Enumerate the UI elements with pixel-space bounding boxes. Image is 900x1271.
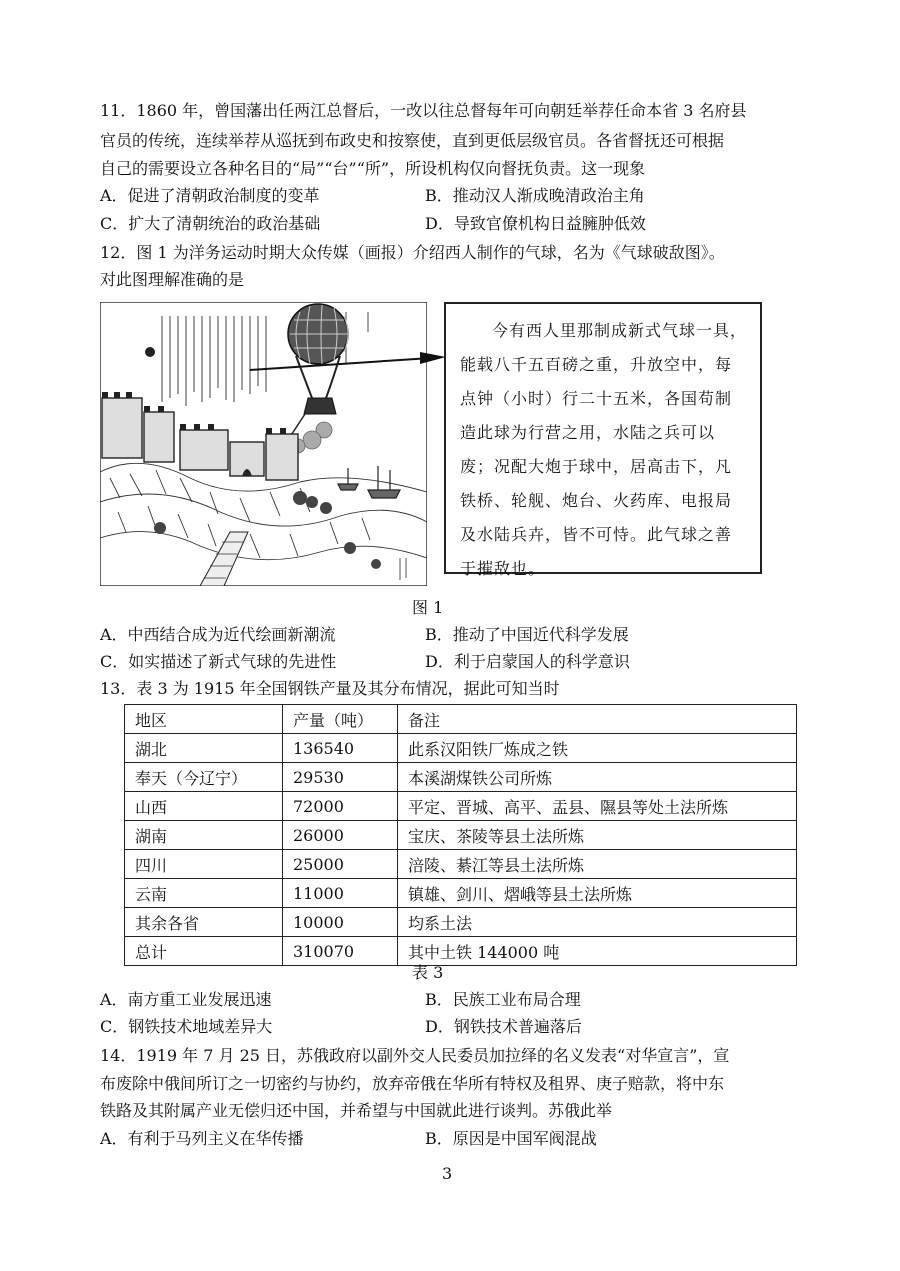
q12-option-c: C．如实描述了新式气球的先进性	[100, 652, 337, 671]
figure-arrow-icon	[420, 350, 446, 364]
q12-option-a: A．中西结合成为近代绘画新潮流	[100, 625, 336, 644]
q12-option-d: D．利于启蒙国人的科学意识	[425, 652, 630, 671]
table-cell: 其中土铁 144000 吨	[398, 937, 797, 966]
table-row	[125, 879, 797, 908]
q11-option-b: B．推动汉人渐成晚清政治主角	[425, 186, 645, 205]
table-header-cell: 备注	[398, 705, 797, 734]
table-cell: 奉天（今辽宁）	[125, 763, 283, 792]
table-cell: 均系土法	[398, 908, 797, 937]
steel-production-table	[124, 704, 797, 966]
table-cell: 涪陵、綦江等县土法所炼	[398, 850, 797, 879]
q13-line-1: 13．表 3 为 1915 年全国钢铁产量及其分布情况，据此可知当时	[100, 679, 560, 698]
table-row	[125, 763, 797, 792]
table-cell: 山西	[125, 792, 283, 821]
q14-option-b: B．原因是中国军阀混战	[425, 1129, 597, 1148]
table-header-row	[125, 705, 797, 734]
q11-option-a: A．促进了清朝政治制度的变革	[100, 186, 320, 205]
balloon-illustration	[100, 302, 427, 586]
q11-line-2: 官员的传统，连续举荐从巡抚到布政史和按察使，直到更低层级官员。各省督抚还可根据	[100, 131, 725, 150]
table-cell: 镇雄、剑川、熠峨等县土法所炼	[398, 879, 797, 908]
table-header-cell: 产量（吨）	[283, 705, 398, 734]
q11-line-3: 自己的需要设立各种名目的“局”“台”“所”，所设机构仅向督抚负责。这一现象	[100, 159, 646, 178]
q11-option-d: D．导致官僚机构日益臃肿低效	[425, 214, 646, 233]
figure-text-box	[444, 302, 762, 578]
table-cell: 总计	[125, 937, 283, 966]
table-cell: 72000	[283, 792, 398, 821]
table-cell: 湖北	[125, 734, 283, 763]
table-cell: 平定、晋城、高平、盂县、隰县等处土法所炼	[398, 792, 797, 821]
table-cell: 其余各省	[125, 908, 283, 937]
table-cell: 四川	[125, 850, 283, 879]
table-cell: 本溪湖煤铁公司所炼	[398, 763, 797, 792]
q12-line-1: 12．图 1 为洋务运动时期大众传媒（画报）介绍西人制作的气球，名为《气球破敌图》。	[100, 243, 725, 262]
table-cell: 10000	[283, 908, 398, 937]
q14-option-a: A．有利于马列主义在华传播	[100, 1129, 304, 1148]
q11-line-1: 11．1860 年，曾国藩出任两江总督后，一改以往总督每年可向朝廷举荐任命本省 3 名府县	[100, 101, 747, 120]
q14-line-2: 布废除中俄间所订之一切密约与协约，放弃帝俄在华所有特权及租界、庚子赔款，将中东	[100, 1074, 725, 1093]
q13-option-d: D．钢铁技术普遍落后	[425, 1017, 582, 1036]
table-caption: 表 3	[412, 963, 444, 982]
table-row	[125, 792, 797, 821]
page-number: 3	[442, 1164, 453, 1183]
table-cell: 湖南	[125, 821, 283, 850]
table-cell: 宝庆、茶陵等县土法所炼	[398, 821, 797, 850]
q12-option-b: B．推动了中国近代科学发展	[425, 625, 629, 644]
table-row	[125, 734, 797, 763]
table-cell: 25000	[283, 850, 398, 879]
table-row	[125, 908, 797, 937]
q14-line-3: 铁路及其附属产业无偿归还中国，并希望与中国就此进行谈判。苏俄此举	[100, 1101, 613, 1120]
table-cell: 310070	[283, 937, 398, 966]
table-header-cell: 地区	[125, 705, 283, 734]
table-cell: 136540	[283, 734, 398, 763]
q13-option-a: A．南方重工业发展迅速	[100, 990, 272, 1009]
q12-line-2: 对此图理解准确的是	[100, 270, 245, 289]
table-row	[125, 937, 797, 966]
table-cell: 26000	[283, 821, 398, 850]
q11-option-c: C．扩大了清朝统治的政治基础	[100, 214, 321, 233]
q13-option-b: B．民族工业布局合理	[425, 990, 581, 1009]
table-row	[125, 850, 797, 879]
q14-line-1: 14．1919 年 7 月 25 日，苏俄政府以副外交人民委员加拉绎的名义发表“对华宣言”，宣	[100, 1046, 730, 1065]
table-cell: 云南	[125, 879, 283, 908]
figure-text: 今有西人里那制成新式气球一具，能载八千五百磅之重，升放空中，每点钟（小时）行二十五米，各国苟制造此球为行营之用，水陆之兵可以废；况配大炮于球中，居高击下，凡铁桥、轮舰、炮台、火药库、电报局及水陆兵卉，皆不可恃。此气球之善于摧敌也。	[460, 321, 748, 578]
table-cell: 11000	[283, 879, 398, 908]
table-row	[125, 821, 797, 850]
table-cell: 29530	[283, 763, 398, 792]
q13-option-c: C．钢铁技术地域差异大	[100, 1017, 273, 1036]
figure-caption: 图 1	[412, 598, 444, 617]
table-cell: 此系汉阳铁厂炼成之铁	[398, 734, 797, 763]
